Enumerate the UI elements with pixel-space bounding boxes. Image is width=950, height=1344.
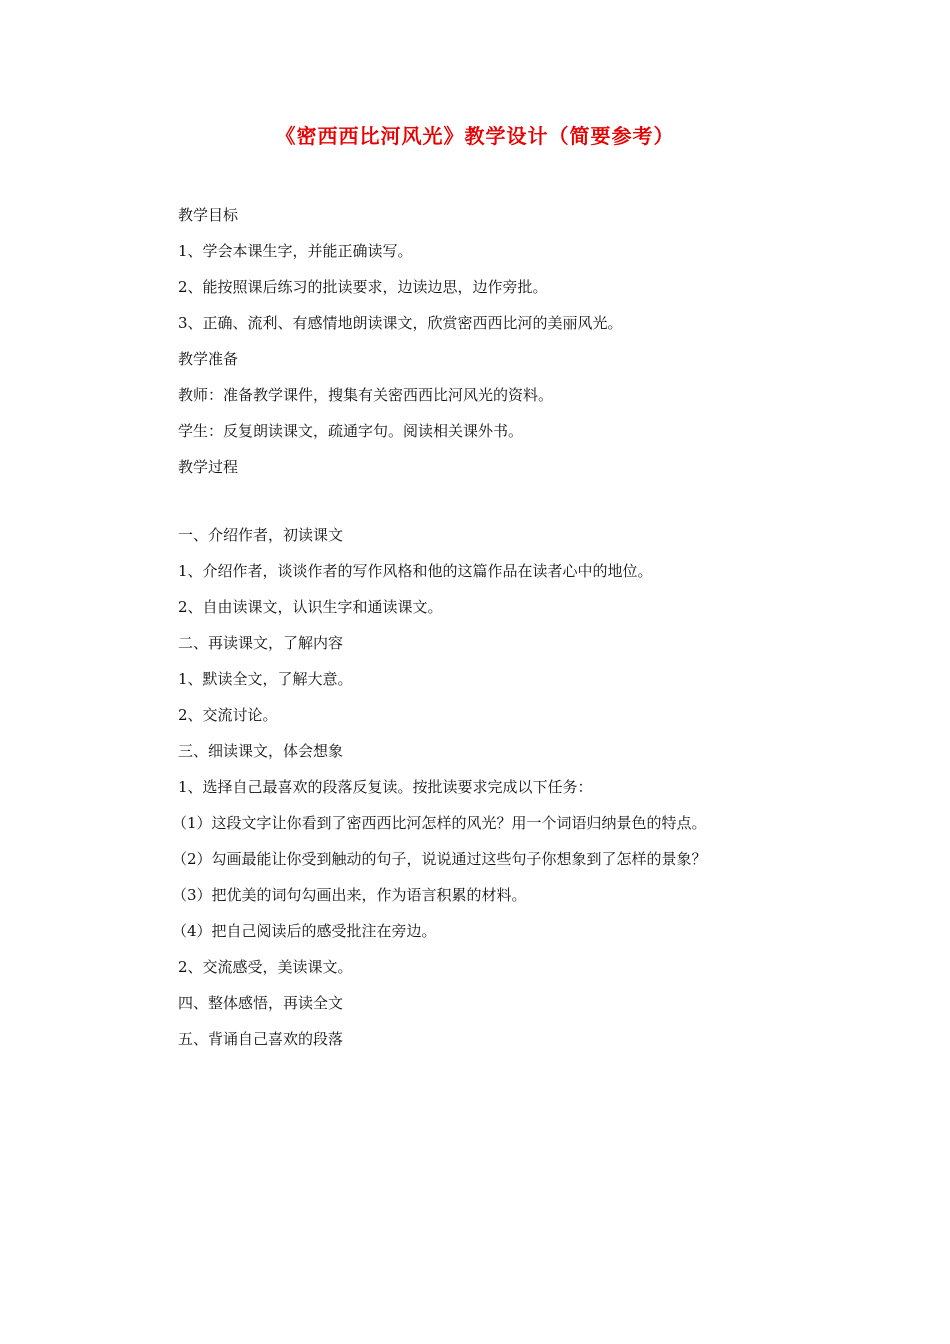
- process-item: 1、介绍作者，谈谈作者的写作风格和他的这篇作品在读者心中的地位。: [178, 562, 653, 580]
- process-item: 1、选择自己最喜欢的段落反复读。按批读要求完成以下任务：: [178, 778, 593, 796]
- process-item: 2、交流感受，美读课文。: [178, 958, 353, 976]
- process-step-heading: 四、整体感悟，再读全文: [178, 994, 344, 1012]
- section-heading-goals: 教学目标: [178, 206, 239, 224]
- prep-item: 学生：反复朗读课文，疏通字句。阅读相关课外书。: [178, 422, 524, 440]
- process-step-heading: 二、再读课文，了解内容: [178, 634, 344, 652]
- process-item: 1、默读全文，了解大意。: [178, 670, 353, 688]
- process-subtask: （2）勾画最能让你受到触动的句子，说说通过这些句子你想象到了怎样的景象？: [172, 850, 707, 868]
- process-step-heading: 三、细读课文，体会想象: [178, 742, 344, 760]
- process-subtask: （4）把自己阅读后的感受批注在旁边。: [172, 922, 437, 940]
- process-subtask: （3）把优美的词句勾画出来，作为语言积累的材料。: [172, 886, 527, 904]
- process-subtask: （1）这段文字让你看到了密西西比河怎样的风光？用一个词语归纳景色的特点。: [172, 814, 707, 832]
- process-item: 2、自由读课文，认识生字和通读课文。: [178, 598, 443, 616]
- goal-item: 3、正确、流利、有感情地朗读课文，欣赏密西西比河的美丽风光。: [178, 314, 623, 332]
- document-title: 《密西西比河风光》教学设计（简要参考）: [275, 124, 675, 148]
- section-heading-prep: 教学准备: [178, 350, 239, 368]
- goal-item: 2、能按照课后练习的批读要求，边读边思，边作旁批。: [178, 278, 548, 296]
- process-step-heading: 一、介绍作者，初读课文: [178, 526, 344, 544]
- document-body: [172, 197, 878, 1057]
- prep-item: 教师：准备教学课件，搜集有关密西西比河风光的资料。: [178, 386, 554, 404]
- section-heading-process: 教学过程: [178, 458, 239, 476]
- process-step-heading: 五、背诵自己喜欢的段落: [178, 1030, 344, 1048]
- process-item: 2、交流讨论。: [178, 706, 278, 724]
- paragraph-gap: [178, 485, 878, 517]
- goal-item: 1、学会本课生字，并能正确读写。: [178, 242, 413, 260]
